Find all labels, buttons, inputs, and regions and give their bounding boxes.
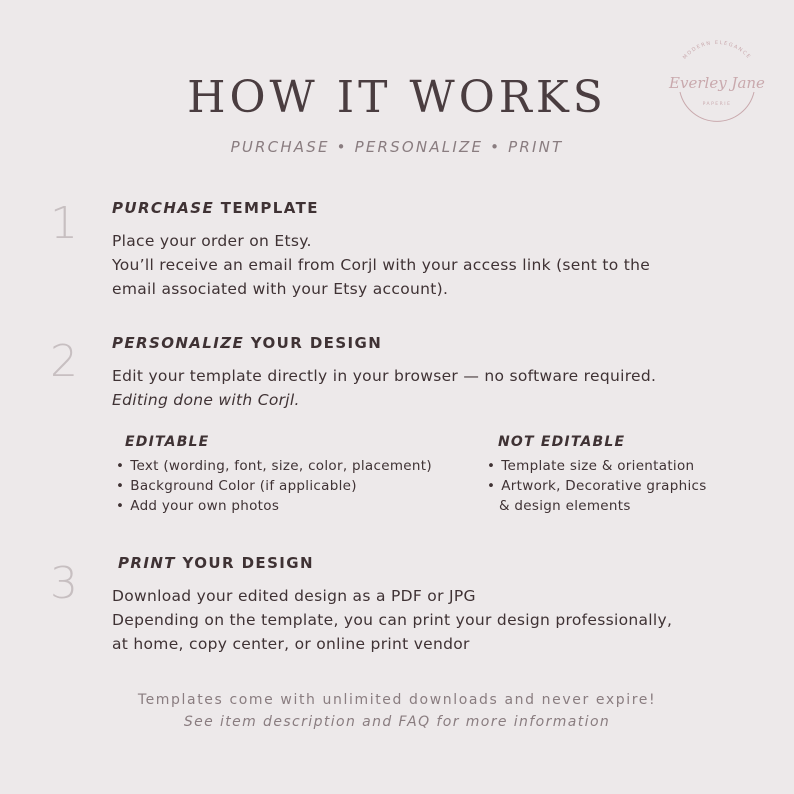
logo-top-text: MODERN ELEGANCE <box>681 39 753 61</box>
step-3-line: Download your edited design as a PDF or JPG <box>112 587 476 605</box>
editable-list <box>116 456 432 516</box>
step-3-title <box>118 554 314 572</box>
step-1-title-rest: TEMPLATE <box>214 199 319 217</box>
step-2-title-rest: YOUR DESIGN <box>244 334 383 352</box>
editable-heading: EDITABLE <box>125 434 210 450</box>
step-1-number: 1 <box>50 198 78 249</box>
step-1-line: email associated with your Etsy account). <box>112 280 449 298</box>
list-item: • Background Color (if applicable) <box>116 476 432 496</box>
list-item: • Template size & orientation <box>487 456 707 476</box>
logo-name: Everley Jane <box>669 74 765 92</box>
footer-note: Templates come with unlimited downloads and never expire! <box>137 692 657 708</box>
not-editable-heading: NOT EDITABLE <box>498 434 626 450</box>
step-1-title-emphasis: PURCHASE <box>112 199 215 217</box>
not-editable-list <box>487 456 707 516</box>
step-1-line: Place your order on Etsy. <box>112 232 312 250</box>
list-item: & design elements <box>499 498 631 514</box>
step-2-title-emphasis: PERSONALIZE <box>112 334 245 352</box>
step-3-title-rest: YOUR DESIGN <box>175 554 314 572</box>
step-1-title <box>112 199 319 217</box>
list-item: • Text (wording, font, size, color, placement) <box>116 456 432 476</box>
step-2-text <box>112 364 752 412</box>
step-3-title-emphasis: PRINT <box>118 554 176 572</box>
page-title: HOW IT WORKS <box>187 72 607 123</box>
list-item: • Artwork, Decorative graphics <box>487 476 707 496</box>
brand-logo <box>662 30 772 140</box>
step-2-number: 2 <box>50 336 78 387</box>
step-3-text <box>112 584 752 656</box>
step-3-number: 3 <box>50 558 78 609</box>
logo-bottom-text: PAPERIE <box>702 102 732 107</box>
list-item: • Add your own photos <box>116 496 432 516</box>
svg-text:MODERN ELEGANCE <box>682 40 752 61</box>
step-2-line: Editing done with Corjl. <box>112 391 300 409</box>
step-2-title <box>112 334 382 352</box>
step-1-line: You’ll receive an email from Corjl with your access link (sent to the <box>112 256 651 274</box>
footer-info: See item description and FAQ for more information <box>183 714 611 730</box>
step-3-line: at home, copy center, or online print vendor <box>112 635 470 653</box>
step-1-text <box>112 229 752 301</box>
step-2-line: Edit your template directly in your browser — no software required. <box>112 367 657 385</box>
step-3-line: Depending on the template, you can print your design professionally, <box>112 611 673 629</box>
page-subtitle: PURCHASE • PERSONALIZE • PRINT <box>230 138 564 156</box>
